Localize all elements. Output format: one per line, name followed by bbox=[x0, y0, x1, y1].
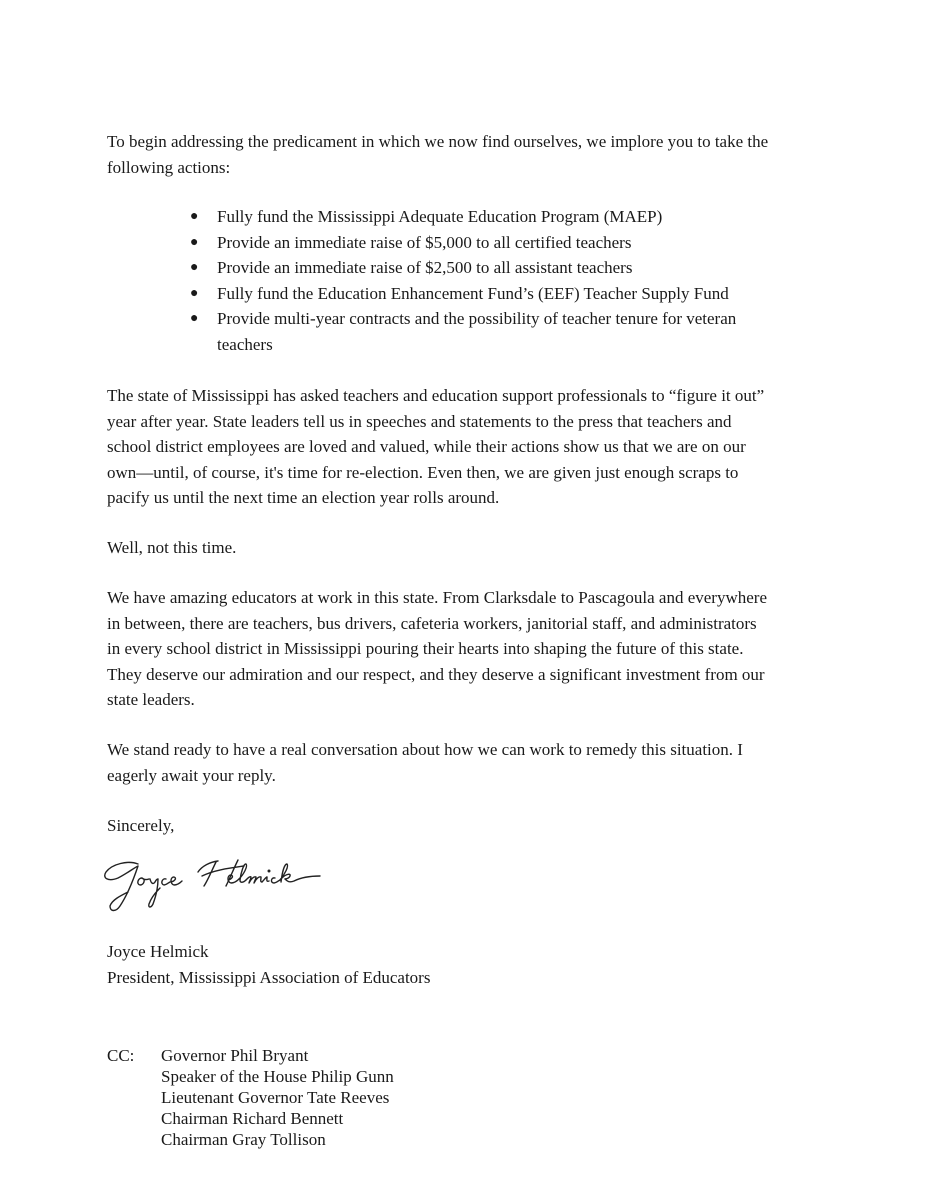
signer-block bbox=[107, 939, 837, 990]
bullet-icon: ● bbox=[190, 209, 199, 224]
cc-label: CC: bbox=[107, 1046, 135, 1065]
cc-recipient: Chairman Gray Tollison bbox=[161, 1130, 326, 1149]
bullet-icon: ● bbox=[190, 260, 199, 275]
text-line: following actions: bbox=[107, 157, 231, 177]
text-line: school district employees are loved and valued, while their actions show us that we are on our bbox=[107, 437, 746, 456]
bullet-icon: ● bbox=[190, 234, 199, 250]
text-line: state leaders. bbox=[107, 690, 195, 709]
bullet-icon: ● bbox=[190, 311, 199, 326]
cc-recipient: Chairman Richard Bennett bbox=[161, 1109, 344, 1128]
text-line: in between, there are teachers, bus drivers, cafeteria workers, janitorial staff, and administrators bbox=[107, 613, 757, 633]
text-line: pacify us until the next time an election year rolls around. bbox=[107, 488, 500, 507]
text-line: To begin addressing the predicament in which we now find ourselves, we implore you to take the bbox=[107, 132, 769, 151]
bullet-icon: ● bbox=[190, 285, 199, 301]
ready-paragraph bbox=[107, 737, 837, 788]
cc-recipient: Lieutenant Governor Tate Reeves bbox=[161, 1088, 390, 1107]
text-line: We stand ready to have a real conversation about how we can work to remedy this situation. I bbox=[107, 740, 743, 759]
list-item bbox=[186, 281, 826, 307]
intro-paragraph bbox=[107, 129, 837, 180]
text-line: Well, not this time. bbox=[107, 538, 237, 557]
action-list bbox=[186, 204, 826, 357]
cc-recipient: Governor Phil Bryant bbox=[161, 1046, 309, 1065]
educators-paragraph bbox=[107, 585, 837, 713]
text-line: They deserve our admiration and our respect, and they deserve a significant investment from our bbox=[107, 664, 765, 684]
signer-name: Joyce Helmick bbox=[107, 942, 209, 961]
list-item bbox=[186, 306, 826, 357]
text-line: Provide an immediate raise of $5,000 to all certified teachers bbox=[217, 232, 632, 252]
list-item bbox=[186, 230, 826, 256]
signature-image bbox=[98, 852, 348, 922]
closing bbox=[107, 813, 837, 839]
text-line: own—until, of course, it's time for re-election. Even then, we are given just enough scraps to bbox=[107, 462, 739, 482]
text-line: Fully fund the Mississippi Adequate Education Program (MAEP) bbox=[217, 207, 663, 226]
text-line: Provide multi-year contracts and the possibility of teacher tenure for veteran bbox=[217, 309, 737, 328]
text-line: eagerly await your reply. bbox=[107, 765, 276, 785]
text-line: Fully fund the Education Enhancement Fund’s (EEF) Teacher Supply Fund bbox=[217, 283, 729, 303]
text-line: Provide an immediate raise of $2,500 to all assistant teachers bbox=[217, 258, 633, 277]
text-line: in every school district in Mississippi pouring their hearts into shaping the future of this state. bbox=[107, 639, 744, 658]
cc-recipient: Speaker of the House Philip Gunn bbox=[161, 1067, 394, 1086]
closing-text: Sincerely, bbox=[107, 816, 175, 835]
signer-title: President, Mississippi Association of Educators bbox=[107, 967, 431, 987]
cc-recipient-list bbox=[161, 1045, 394, 1150]
text-line: The state of Mississippi has asked teachers and education support professionals to “figure it out” bbox=[107, 386, 765, 405]
state-paragraph bbox=[107, 383, 837, 511]
not-this-time-paragraph bbox=[107, 535, 837, 561]
text-line: We have amazing educators at work in this state. From Clarksdale to Pascagoula and everywhere bbox=[107, 588, 767, 607]
text-line: teachers bbox=[217, 334, 273, 354]
list-item bbox=[186, 255, 826, 281]
text-line: year after year. State leaders tell us in speeches and statements to the press that teachers and bbox=[107, 411, 732, 431]
list-item bbox=[186, 204, 826, 230]
